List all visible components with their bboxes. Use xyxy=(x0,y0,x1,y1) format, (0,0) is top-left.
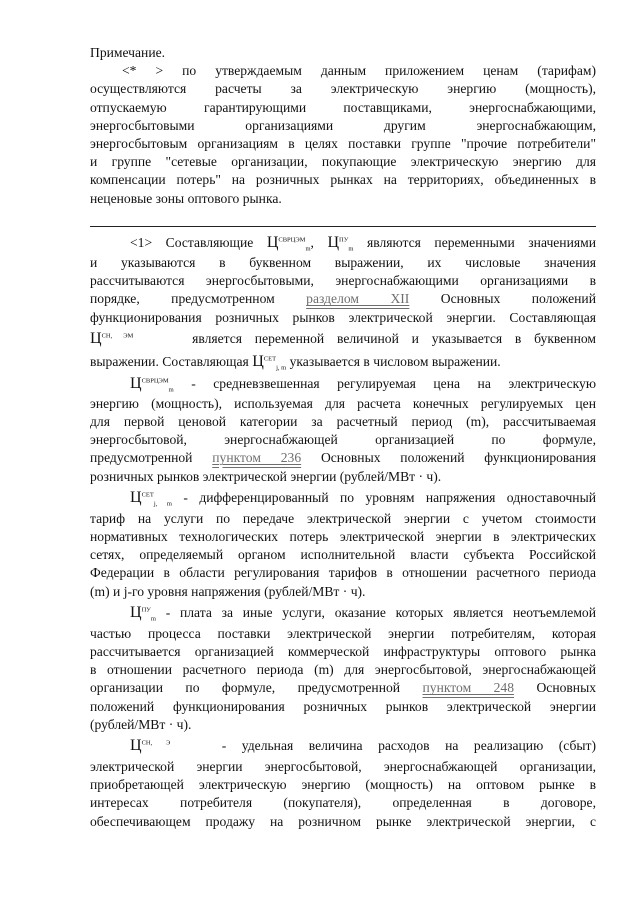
formula-symbol: Ц xyxy=(252,352,264,370)
footnote-text: является переменной величиной и указывается в буквенном xyxy=(192,330,596,346)
formula-superscript: СН, Э xyxy=(141,739,171,747)
definition-line: в отношении расчетного периода (m) для энергосбытовой, энергоснабжающей xyxy=(90,662,596,678)
note-line: энергосбытовыми организациями другим энергоснабжающим, xyxy=(90,117,596,133)
definition-line: энергию (мощность), используемая для расчета конечных регулируемых цен xyxy=(90,395,596,411)
formula-symbol: Ц xyxy=(266,234,279,251)
note-line: компенсации потерь" на розничных рынках на территориях, объединенных в xyxy=(90,172,596,188)
footnote-line: функционирования розничных рынков электрической энергии. Составляющая xyxy=(90,309,596,325)
formula-superscript: СЕТ xyxy=(263,355,277,363)
definition-line: тариф на услуги по передаче электрической энергии с учетом стоимости xyxy=(90,510,596,526)
definition-line: сетях, определяемый органом исполнительной власти субъекта Российской xyxy=(90,547,596,563)
footnote-block xyxy=(90,232,596,831)
formula-superscript: ПУ xyxy=(339,236,349,244)
definition-text: организации по формуле, предусмотренной xyxy=(90,680,401,696)
footnote-line: и указываются в буквенном выражении, их числовые значения xyxy=(90,255,596,270)
footnote-text: порядке, предусмотренном xyxy=(90,291,275,307)
paragraph-236-link[interactable]: пунктом 236 xyxy=(212,450,302,466)
section-xii-link[interactable]: разделом XII xyxy=(306,291,410,307)
note-line: неценовые зоны оптового рынка. xyxy=(90,190,282,206)
definition-line: частью процесса поставки электрической энергии потребителям, которая xyxy=(90,625,596,641)
definition-line xyxy=(90,486,596,510)
footnote-text: , xyxy=(310,235,314,250)
formula-subscript: m xyxy=(305,245,311,253)
formula-superscript: СЕТ xyxy=(141,491,154,499)
definition-text: - удельная величина расходов на реализацию (сбыт) xyxy=(221,738,596,754)
footnote-separator xyxy=(90,226,596,227)
definition-line: энергосбытовой, энергоснабжающей организацией по формуле, xyxy=(90,432,596,448)
formula-superscript: ПУ xyxy=(141,606,151,614)
formula-symbol: Ц xyxy=(130,737,142,755)
definition-line xyxy=(90,679,596,697)
definition-text: Основных xyxy=(536,680,597,696)
footnote-text: <1> Составляющие xyxy=(130,235,254,250)
footnote-line: рассчитываются энергосбытовыми, энергоснабжающими организациями в xyxy=(90,273,596,289)
note-line: <* > по утверждаемым данным приложением ценам (тарифам) xyxy=(122,63,596,79)
formula-symbol: Ц xyxy=(327,234,340,251)
footnote-line xyxy=(90,232,596,254)
formula-symbol: Ц xyxy=(90,329,102,347)
definition-line: положений функционирования розничных рынков электрической энергии xyxy=(90,698,596,714)
definition-line xyxy=(90,601,596,625)
note-line: и группе "сетевые организации, покупающие электрическую энергию для xyxy=(90,154,596,170)
note-line: энергосбытовым организациям в целях поставки группе "прочие потребители" xyxy=(90,136,596,152)
formula-symbol: Ц xyxy=(130,374,142,392)
definition-line: обеспечивающем продажу на розничном рынке электрической энергии, с xyxy=(90,813,596,829)
note-line: отпускаемую гарантирующими поставщиками, энергоснабжающими, xyxy=(90,99,596,115)
formula-subscript: m xyxy=(150,615,156,623)
formula-superscript: СН, ЭМ xyxy=(101,332,134,340)
footnote-text: указывается в числовом выражении. xyxy=(289,353,501,369)
definition-line: нормативных технологических потерь электрической энергии в электрических xyxy=(90,529,596,545)
definition-text: Основных положений функционирования xyxy=(320,450,597,466)
definition-text: - средневзвешенная регулируемая цена на электрическую xyxy=(191,375,596,391)
definition-text: предусмотренной xyxy=(90,450,193,466)
formula-subscript: m xyxy=(348,245,354,253)
definition-line: (рублей/МВт · ч). xyxy=(90,716,192,732)
paragraph-248-link[interactable]: пунктом 248 xyxy=(422,680,515,696)
definition-text: - плата за иные услуги, оказание которых является неотъемлемой xyxy=(165,604,596,620)
definition-line xyxy=(90,373,596,395)
formula-superscript: СВРЦЭМ xyxy=(141,377,169,385)
footnote-line xyxy=(90,351,596,373)
definition-text: - дифференцированный по уровням напряжения одноставочный xyxy=(183,489,596,505)
definition-line: (m) и j-го уровня напряжения (рублей/МВт · ч). xyxy=(90,583,366,599)
formula-superscript: СВРЦЭМ xyxy=(278,236,306,244)
formula-symbol: Ц xyxy=(130,603,142,621)
definition-line: для первой ценовой категории за расчетный период (m), рассчитываемая xyxy=(90,414,596,430)
formula-subscript: j, m xyxy=(276,364,287,372)
definition-line: рассчитывается организацией коммерческой инфраструктуры оптового рынка xyxy=(90,644,596,660)
definition-line: Федерации в области регулирования тарифов в отношении расчетного периода xyxy=(90,565,596,581)
definition-line: розничных рынков электрической энергии (рублей/МВт · ч). xyxy=(90,468,442,484)
note-block xyxy=(90,44,596,208)
formula-subscript: j, m xyxy=(153,500,172,508)
definition-line: приобретающей электрическую энергию (мощность) на оптовом рынке в xyxy=(90,777,596,793)
note-line: осуществляются расчеты за электрическую энергию (мощность), xyxy=(90,81,596,97)
footnote-line xyxy=(90,290,596,308)
footnote-text: являются переменными значениями xyxy=(366,235,596,250)
definition-line xyxy=(90,734,596,758)
formula-subscript: m xyxy=(168,386,174,394)
formula-symbol: Ц xyxy=(130,488,142,506)
definition-line xyxy=(90,449,596,467)
definition-line: интересах потребителя (покупателя), определенная в договоре, xyxy=(90,795,596,811)
footnote-text: Основных положений xyxy=(440,291,596,307)
footnote-line xyxy=(90,327,596,351)
definition-line: электрической энергии энергосбытовой, энергоснабжающей организации, xyxy=(90,759,596,775)
note-heading: Примечание. xyxy=(90,45,166,60)
footnote-text: выражении. Составляющая xyxy=(90,353,249,369)
